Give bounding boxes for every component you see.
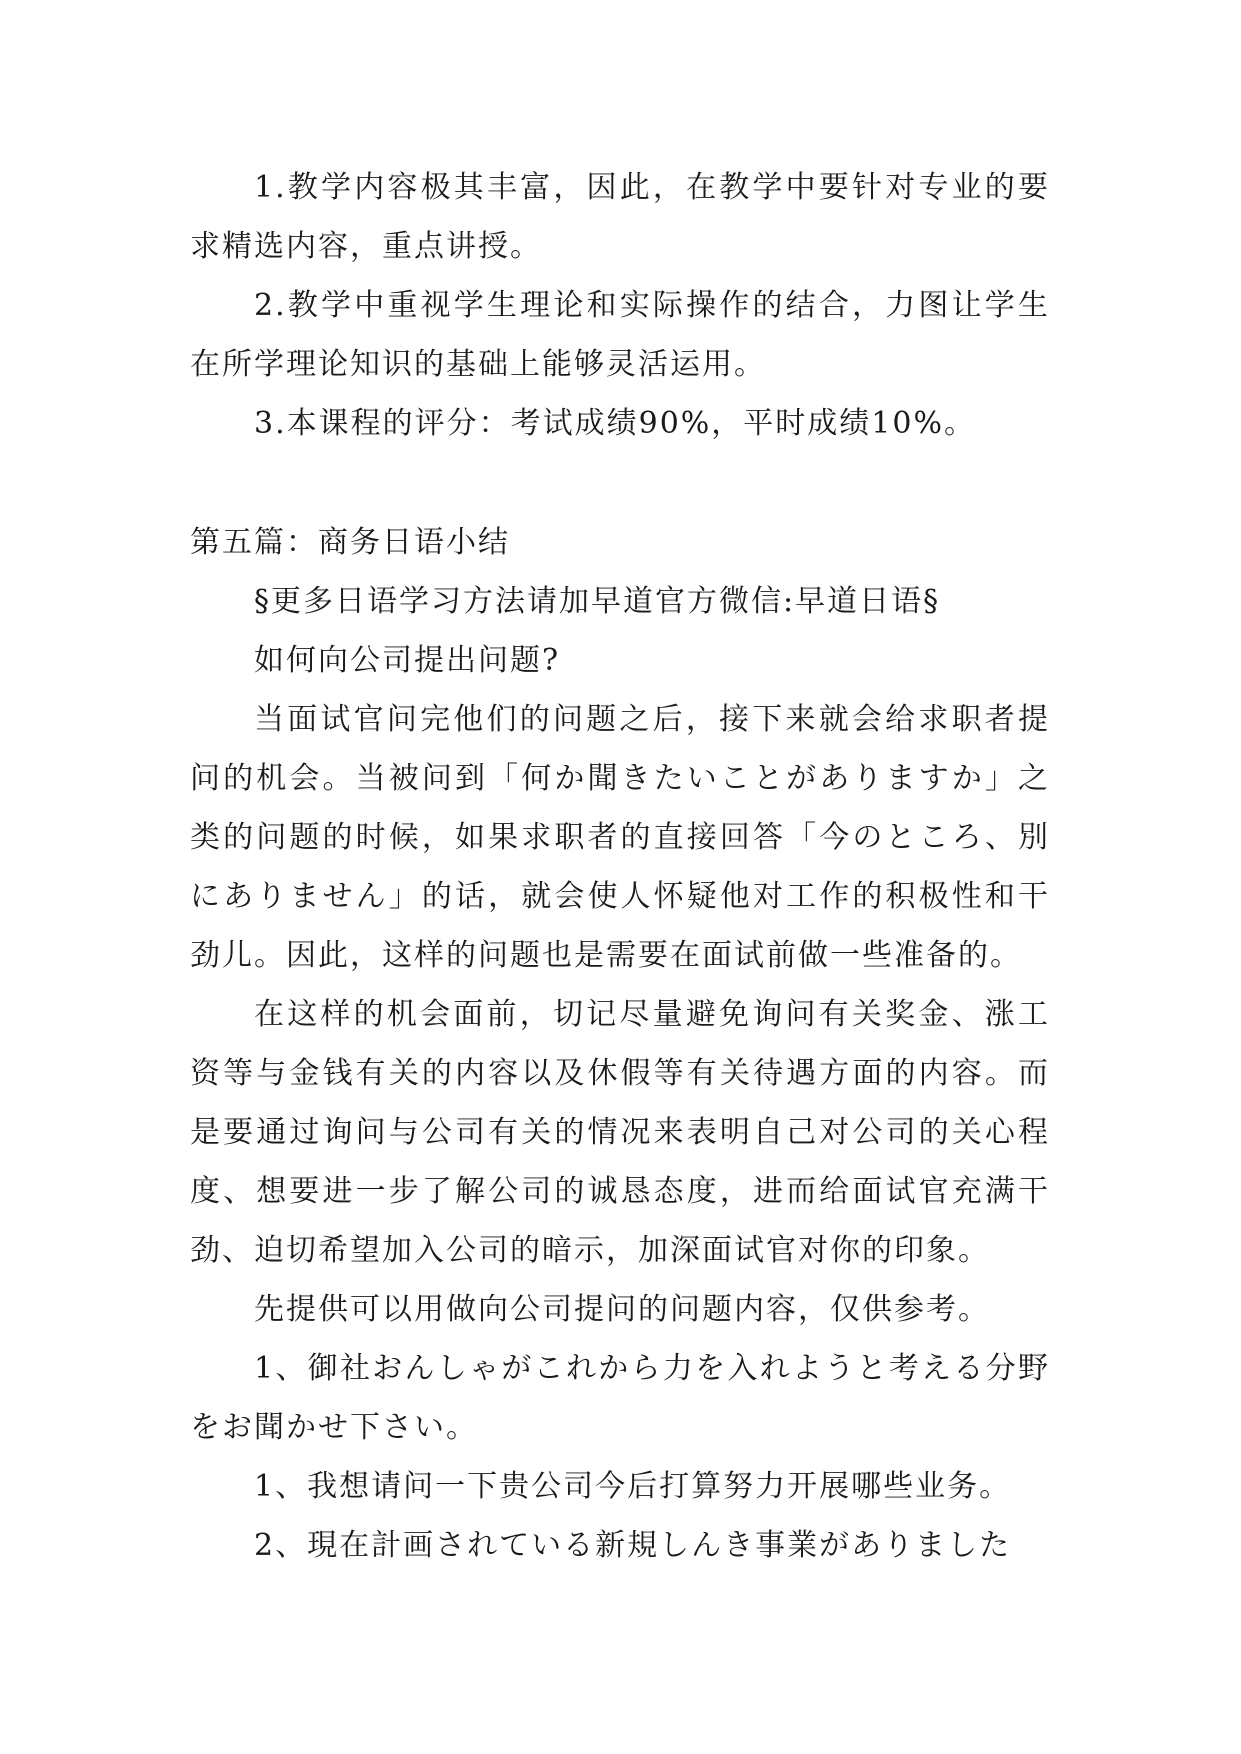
body-paragraph-6: 2、現在計画されている新規しんき事業がありました (254, 1528, 1012, 1563)
body-paragraph-5: 1、我想请问一下贵公司今后打算努力开展哪些业务。 (254, 1469, 1012, 1504)
intro-item-1: 1.教学内容极其丰富，因此，在教学中要针对专业的要求精选内容，重点讲授。 (190, 170, 1050, 264)
section-title: 第五篇：商务日语小结 (190, 525, 510, 560)
wechat-notice: §更多日语学习方法请加早道官方微信:早道日语§ (254, 584, 941, 619)
body-paragraph-3: 先提供可以用做向公司提问的问题内容，仅供参考。 (254, 1292, 990, 1327)
intro-item-3: 3.本课程的评分：考试成绩90%，平时成绩10%。 (254, 406, 976, 441)
body-paragraph-4: 1、御社おんしゃがこれから力を入れようと考える分野をお聞かせ下さい。 (190, 1351, 1050, 1445)
body-paragraph-1: 当面试官问完他们的问题之后，接下来就会给求职者提问的机会。当被问到「何か聞きたいことがありますか」之类的问题的时候，如果求职者的直接回答「今のところ、別にありません」的话，就会使人怀疑他对工作的积极性和干劲儿。因此，这样的问题也是需要在面试前做一些准备的。 (190, 702, 1050, 973)
document-body (190, 158, 1050, 1575)
body-paragraph-2: 在这样的机会面前，切记尽量避免询问有关奖金、涨工资等与金钱有关的内容以及休假等有关待遇方面的内容。而是要通过询问与公司有关的情况来表明自己对公司的关心程度、想要进一步了解公司的诚恳态度，进而给面试官充满干劲、迫切希望加入公司的暗示，加深面试官对你的印象。 (190, 997, 1050, 1268)
intro-item-2: 2.教学中重视学生理论和实际操作的结合，力图让学生在所学理论知识的基础上能够灵活运用。 (190, 288, 1050, 382)
section-question: 如何向公司提出问题? (254, 643, 561, 678)
